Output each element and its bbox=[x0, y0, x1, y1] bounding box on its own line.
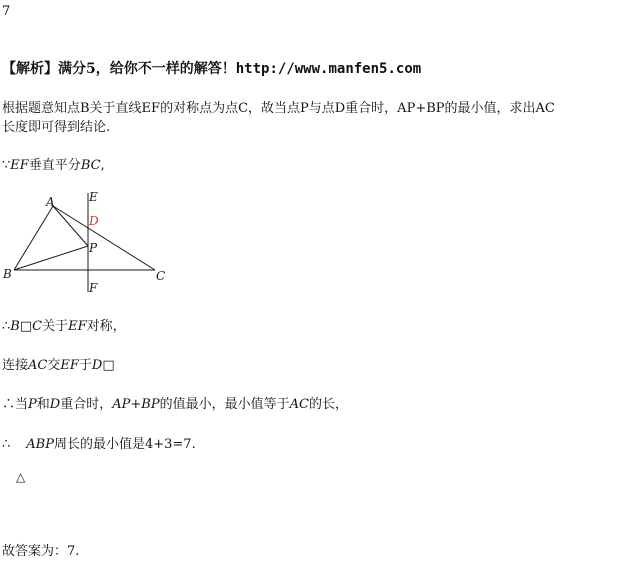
var-c: C bbox=[32, 319, 43, 334]
geometry-figure bbox=[0, 188, 180, 298]
intro-line-2: 长度即可得到结论. bbox=[2, 120, 111, 135]
segment-ap bbox=[53, 206, 88, 246]
step-4-text-2: 和 bbox=[36, 397, 50, 412]
therefore-symbol: ∴ bbox=[2, 437, 11, 452]
step-5-text: 周长的最小值是4+3=7. bbox=[53, 437, 196, 452]
step-3-text-3: 于 bbox=[78, 358, 92, 373]
solution-header bbox=[2, 58, 421, 78]
segment-bp bbox=[14, 246, 88, 270]
triangle-symbol: △ bbox=[16, 470, 26, 484]
var-ap: AP bbox=[112, 397, 131, 412]
step-3 bbox=[2, 354, 115, 373]
var-abp: ABP bbox=[26, 437, 54, 452]
var-b: B bbox=[10, 319, 20, 334]
var-d: D bbox=[49, 397, 61, 412]
label-c: C bbox=[156, 269, 166, 283]
header-bracket-close: 】 bbox=[44, 61, 58, 77]
label-a: A bbox=[46, 195, 55, 209]
var-ef: EF bbox=[60, 358, 79, 373]
answer-line: 故答案为：7. bbox=[2, 544, 80, 559]
header-title: 满分5，给你不一样的解答！ bbox=[58, 61, 236, 77]
var-ac: AC bbox=[289, 397, 309, 412]
box-glyph: □ bbox=[102, 358, 115, 373]
step-4-text-1: 当 bbox=[15, 397, 29, 412]
box-glyph: □ bbox=[19, 319, 33, 334]
var-ef: EF bbox=[10, 158, 29, 173]
var-ac: AC bbox=[28, 358, 48, 373]
header-tag: 解析 bbox=[16, 61, 44, 77]
step-2-text-1: 关于 bbox=[42, 319, 69, 334]
segment-ac bbox=[53, 206, 155, 270]
top-number: 7 bbox=[2, 4, 11, 19]
step-3-text-1: 连接 bbox=[2, 358, 29, 373]
header-url: http://www.manfen5.com bbox=[235, 61, 422, 77]
var-d: D bbox=[91, 358, 103, 373]
label-d: D bbox=[89, 214, 99, 228]
var-p: P bbox=[28, 397, 37, 412]
var-bc: BC bbox=[80, 158, 101, 173]
label-p: P bbox=[89, 241, 98, 255]
step-2 bbox=[2, 315, 126, 334]
step-4-text-3: 重合时， bbox=[60, 397, 113, 412]
label-e: E bbox=[89, 190, 98, 204]
step-1-end: , bbox=[100, 158, 105, 173]
therefore-symbol: ∴ bbox=[2, 397, 16, 412]
label-b: B bbox=[3, 267, 12, 281]
segment-ab bbox=[14, 206, 53, 270]
therefore-symbol: ∴ bbox=[2, 319, 11, 334]
step-1-text: 垂直平分 bbox=[28, 158, 81, 173]
step-4-text-5: 的长， bbox=[308, 397, 348, 412]
label-f: F bbox=[89, 281, 98, 295]
intro-line-1: 根据题意知点B关于直线EF的对称点为点C，故当点P与点D重合时，AP+BP的最小值，求出AC bbox=[2, 101, 555, 116]
plus-sign: + bbox=[130, 397, 142, 412]
var-ef: EF bbox=[68, 319, 87, 334]
step-4 bbox=[2, 393, 348, 412]
step-4-text-4: 的值最小，最小值等于 bbox=[159, 397, 290, 412]
step-2-text-2: 对称， bbox=[86, 319, 126, 334]
because-symbol: ∵ bbox=[2, 158, 11, 173]
var-bp: BP bbox=[141, 397, 160, 412]
header-bracket-open: 【 bbox=[2, 61, 16, 77]
step-5 bbox=[2, 433, 196, 452]
step-3-text-2: 交 bbox=[47, 358, 61, 373]
step-1 bbox=[2, 154, 105, 173]
